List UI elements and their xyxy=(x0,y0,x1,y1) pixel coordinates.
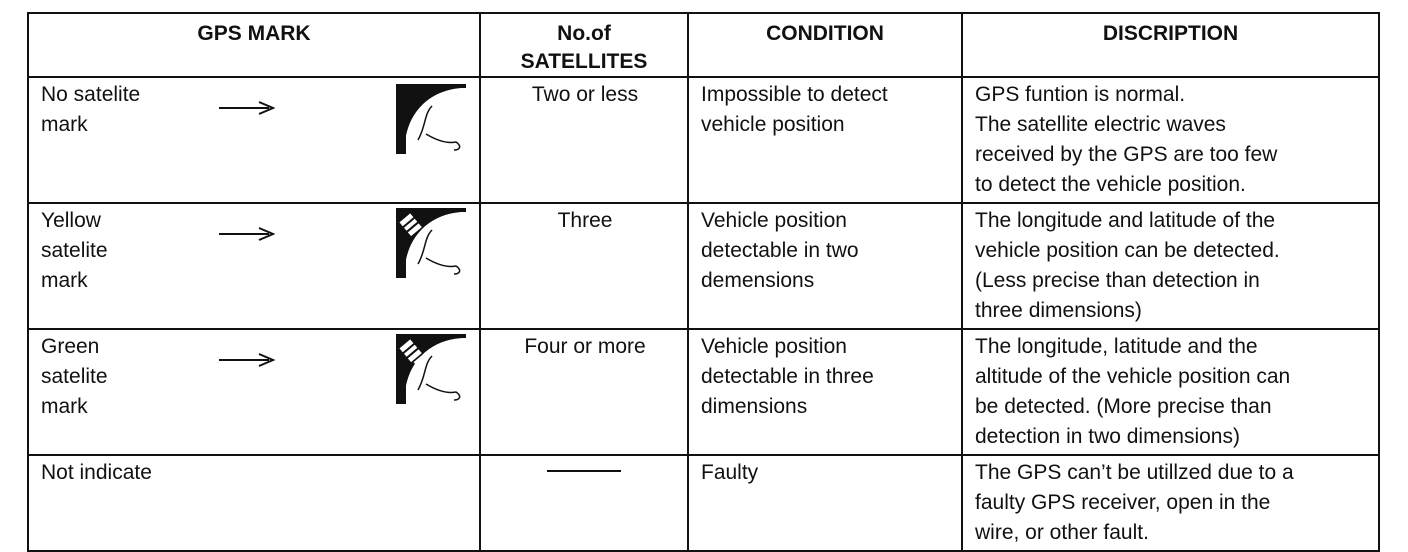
satellite-none-icon xyxy=(396,84,466,154)
table-header-row xyxy=(28,13,1379,77)
header-description: DISCRIPTION xyxy=(962,13,1379,77)
gps-mark-label: Green satelite mark xyxy=(41,335,108,418)
table-row xyxy=(28,77,1379,203)
table-row xyxy=(28,329,1379,455)
satellites-cell: Four or more xyxy=(480,329,688,455)
dash-line xyxy=(547,470,621,472)
condition-cell: Impossible to detect vehicle position xyxy=(688,77,962,203)
description-cell: The longitude, latitude and the altitude of the vehicle position can be detected. (More precise than detection in two dimensions) xyxy=(962,329,1379,455)
arrow-right-icon xyxy=(219,226,275,242)
satellites-cell xyxy=(480,455,688,551)
table-row xyxy=(28,203,1379,329)
header-gps-mark: GPS MARK xyxy=(28,13,480,77)
satellite-yellow-icon xyxy=(396,208,466,278)
gps-mark-label: No satelite mark xyxy=(41,83,141,136)
gps-mark-label: Not indicate xyxy=(41,461,152,484)
gps-mark-label: Yellow satelite mark xyxy=(41,209,108,292)
arrow-right-icon xyxy=(219,352,275,368)
header-condition: CONDITION xyxy=(688,13,962,77)
satellite-green-icon xyxy=(396,334,466,404)
gps-mark-cell xyxy=(28,329,480,455)
gps-mark-table xyxy=(27,12,1380,552)
header-satellites: No.of SATELLITES xyxy=(480,13,688,77)
arrow-right-icon xyxy=(219,100,275,116)
description-cell: GPS funtion is normal. The satellite electric waves received by the GPS are too few to detect the vehicle position. xyxy=(962,77,1379,203)
satellites-cell: Two or less xyxy=(480,77,688,203)
condition-cell: Vehicle position detectable in two demensions xyxy=(688,203,962,329)
gps-mark-cell xyxy=(28,77,480,203)
description-cell: The GPS can’t be utillzed due to a faulty GPS receiver, open in the wire, or other fault. xyxy=(962,455,1379,551)
satellites-cell: Three xyxy=(480,203,688,329)
table-row xyxy=(28,455,1379,551)
condition-cell: Faulty xyxy=(688,455,962,551)
gps-mark-cell xyxy=(28,203,480,329)
condition-cell: Vehicle position detectable in three dimensions xyxy=(688,329,962,455)
gps-mark-cell xyxy=(28,455,480,551)
description-cell: The longitude and latitude of the vehicle position can be detected. (Less precise than detection in three dimensions) xyxy=(962,203,1379,329)
